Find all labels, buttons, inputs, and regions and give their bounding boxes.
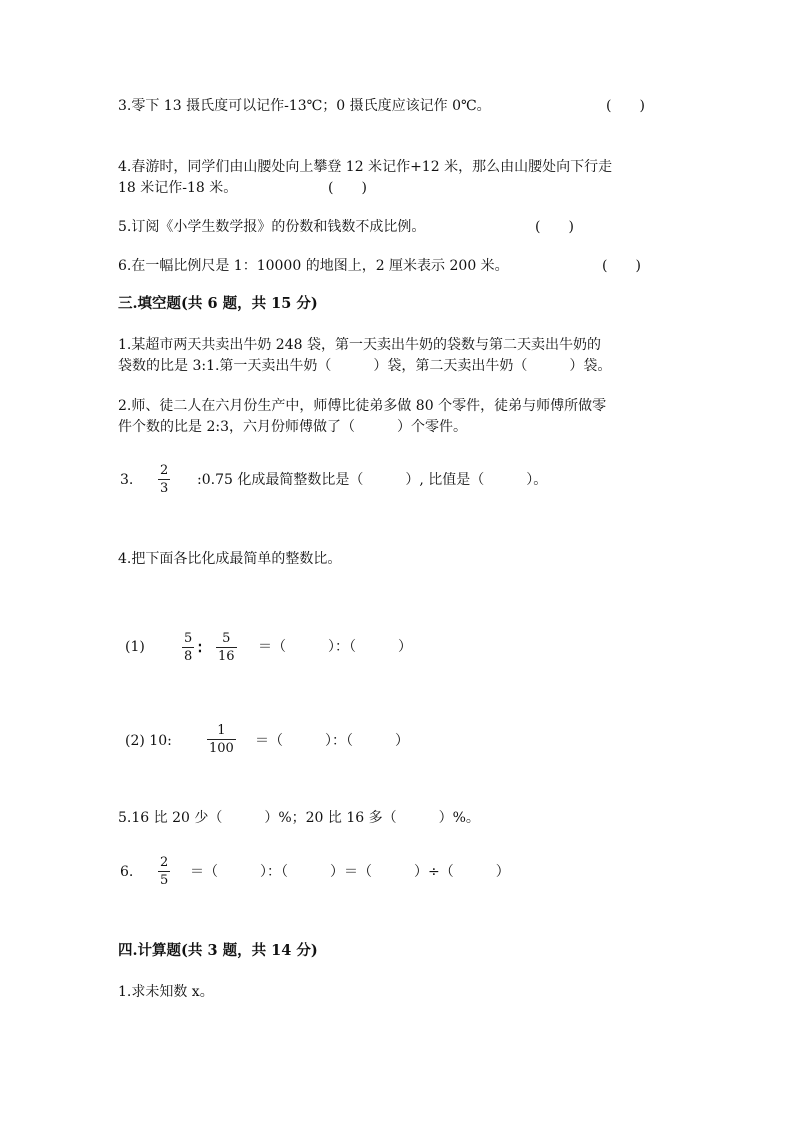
fill-q4-part2-fraction xyxy=(207,723,236,756)
fill-q3-fraction xyxy=(158,463,170,496)
judge-q4-line2: 18 米记作-18 米。 xyxy=(118,180,238,196)
fill-q6-fraction xyxy=(158,855,170,888)
fill-q5-text: 5.16 比 20 少（ ）%；20 比 16 多（ ）%。 xyxy=(118,810,480,826)
judge-q4-line1: 4.春游时，同学们由山腰处向上攀登 12 米记作+12 米，那么由山腰处向下行走 xyxy=(118,159,613,175)
fill-q2-line2: 件个数的比是 2:3，六月份师傅做了（ ）个零件。 xyxy=(118,419,467,435)
fraction-denominator: 8 xyxy=(184,649,193,664)
judge-q6-answer-paren: ( ) xyxy=(602,258,641,274)
fill-q6-number: 6. xyxy=(120,864,134,880)
fraction-bar xyxy=(207,739,236,740)
fraction-bar xyxy=(216,647,237,648)
fill-q6-rest: ＝（ ）：（ ）＝（ ）÷（ ） xyxy=(190,864,510,880)
fraction-denominator: 3 xyxy=(160,481,169,496)
fraction-numerator: 2 xyxy=(160,855,169,870)
fraction-denominator: 16 xyxy=(218,649,235,664)
fraction-bar xyxy=(158,479,170,480)
judge-q4-answer-paren: ( ) xyxy=(328,180,367,196)
fill-q1-line1: 1.某超市两天共卖出牛奶 248 袋，第一天卖出牛奶的袋数与第二天卖出牛奶的 xyxy=(118,337,601,353)
judge-q5-answer-paren: ( ) xyxy=(535,219,574,235)
fill-q4-part1-fraction2 xyxy=(216,631,237,664)
fill-q4-text: 4.把下面各比化成最简单的整数比。 xyxy=(118,551,342,567)
judge-q3-answer-paren: ( ) xyxy=(606,98,645,114)
section3-heading: 三.填空题(共 6 题，共 15 分) xyxy=(118,295,318,312)
fill-q4-part2-rest: ＝（ ）：（ ） xyxy=(255,733,409,749)
fraction-denominator: 5 xyxy=(160,873,169,888)
fill-q1-line2: 袋数的比是 3:1.第一天卖出牛奶（ ）袋，第二天卖出牛奶（ ）袋。 xyxy=(118,358,612,374)
fraction-numerator: 5 xyxy=(222,631,231,646)
fraction-numerator: 5 xyxy=(184,631,193,646)
fill-q3-rest: :0.75 化成最简整数比是（ ）, 比值是（ ）。 xyxy=(197,472,548,488)
fill-q2-line1: 2.师、徒二人在六月份生产中，师傅比徒弟多做 80 个零件，徒弟与师傅所做零 xyxy=(118,398,607,414)
fraction-denominator: 100 xyxy=(209,741,234,756)
fill-q4-part1-rest: ＝（ ）：（ ） xyxy=(258,639,412,655)
ratio-colon: ∶ xyxy=(198,639,202,657)
fill-q4-part2-label: (2) 10: xyxy=(125,733,172,749)
judge-q5-text: 5.订阅《小学生数学报》的份数和钱数不成比例。 xyxy=(118,219,426,235)
fill-q4-part1-label: (1) xyxy=(125,639,145,655)
fraction-bar xyxy=(158,871,170,872)
calc-q1-text: 1.求未知数 x。 xyxy=(118,984,214,1000)
fill-q4-part1-fraction1 xyxy=(182,631,194,664)
fill-q3-number: 3. xyxy=(120,472,134,488)
fraction-numerator: 1 xyxy=(217,723,226,738)
section4-heading: 四.计算题(共 3 题，共 14 分) xyxy=(118,942,318,959)
judge-q6-text: 6.在一幅比例尺是 1：10000 的地图上，2 厘米表示 200 米。 xyxy=(118,258,509,274)
fraction-numerator: 2 xyxy=(160,463,169,478)
fraction-bar xyxy=(182,647,194,648)
judge-q3-text: 3.零下 13 摄氏度可以记作-13℃；0 摄氏度应该记作 0℃。 xyxy=(118,98,491,114)
